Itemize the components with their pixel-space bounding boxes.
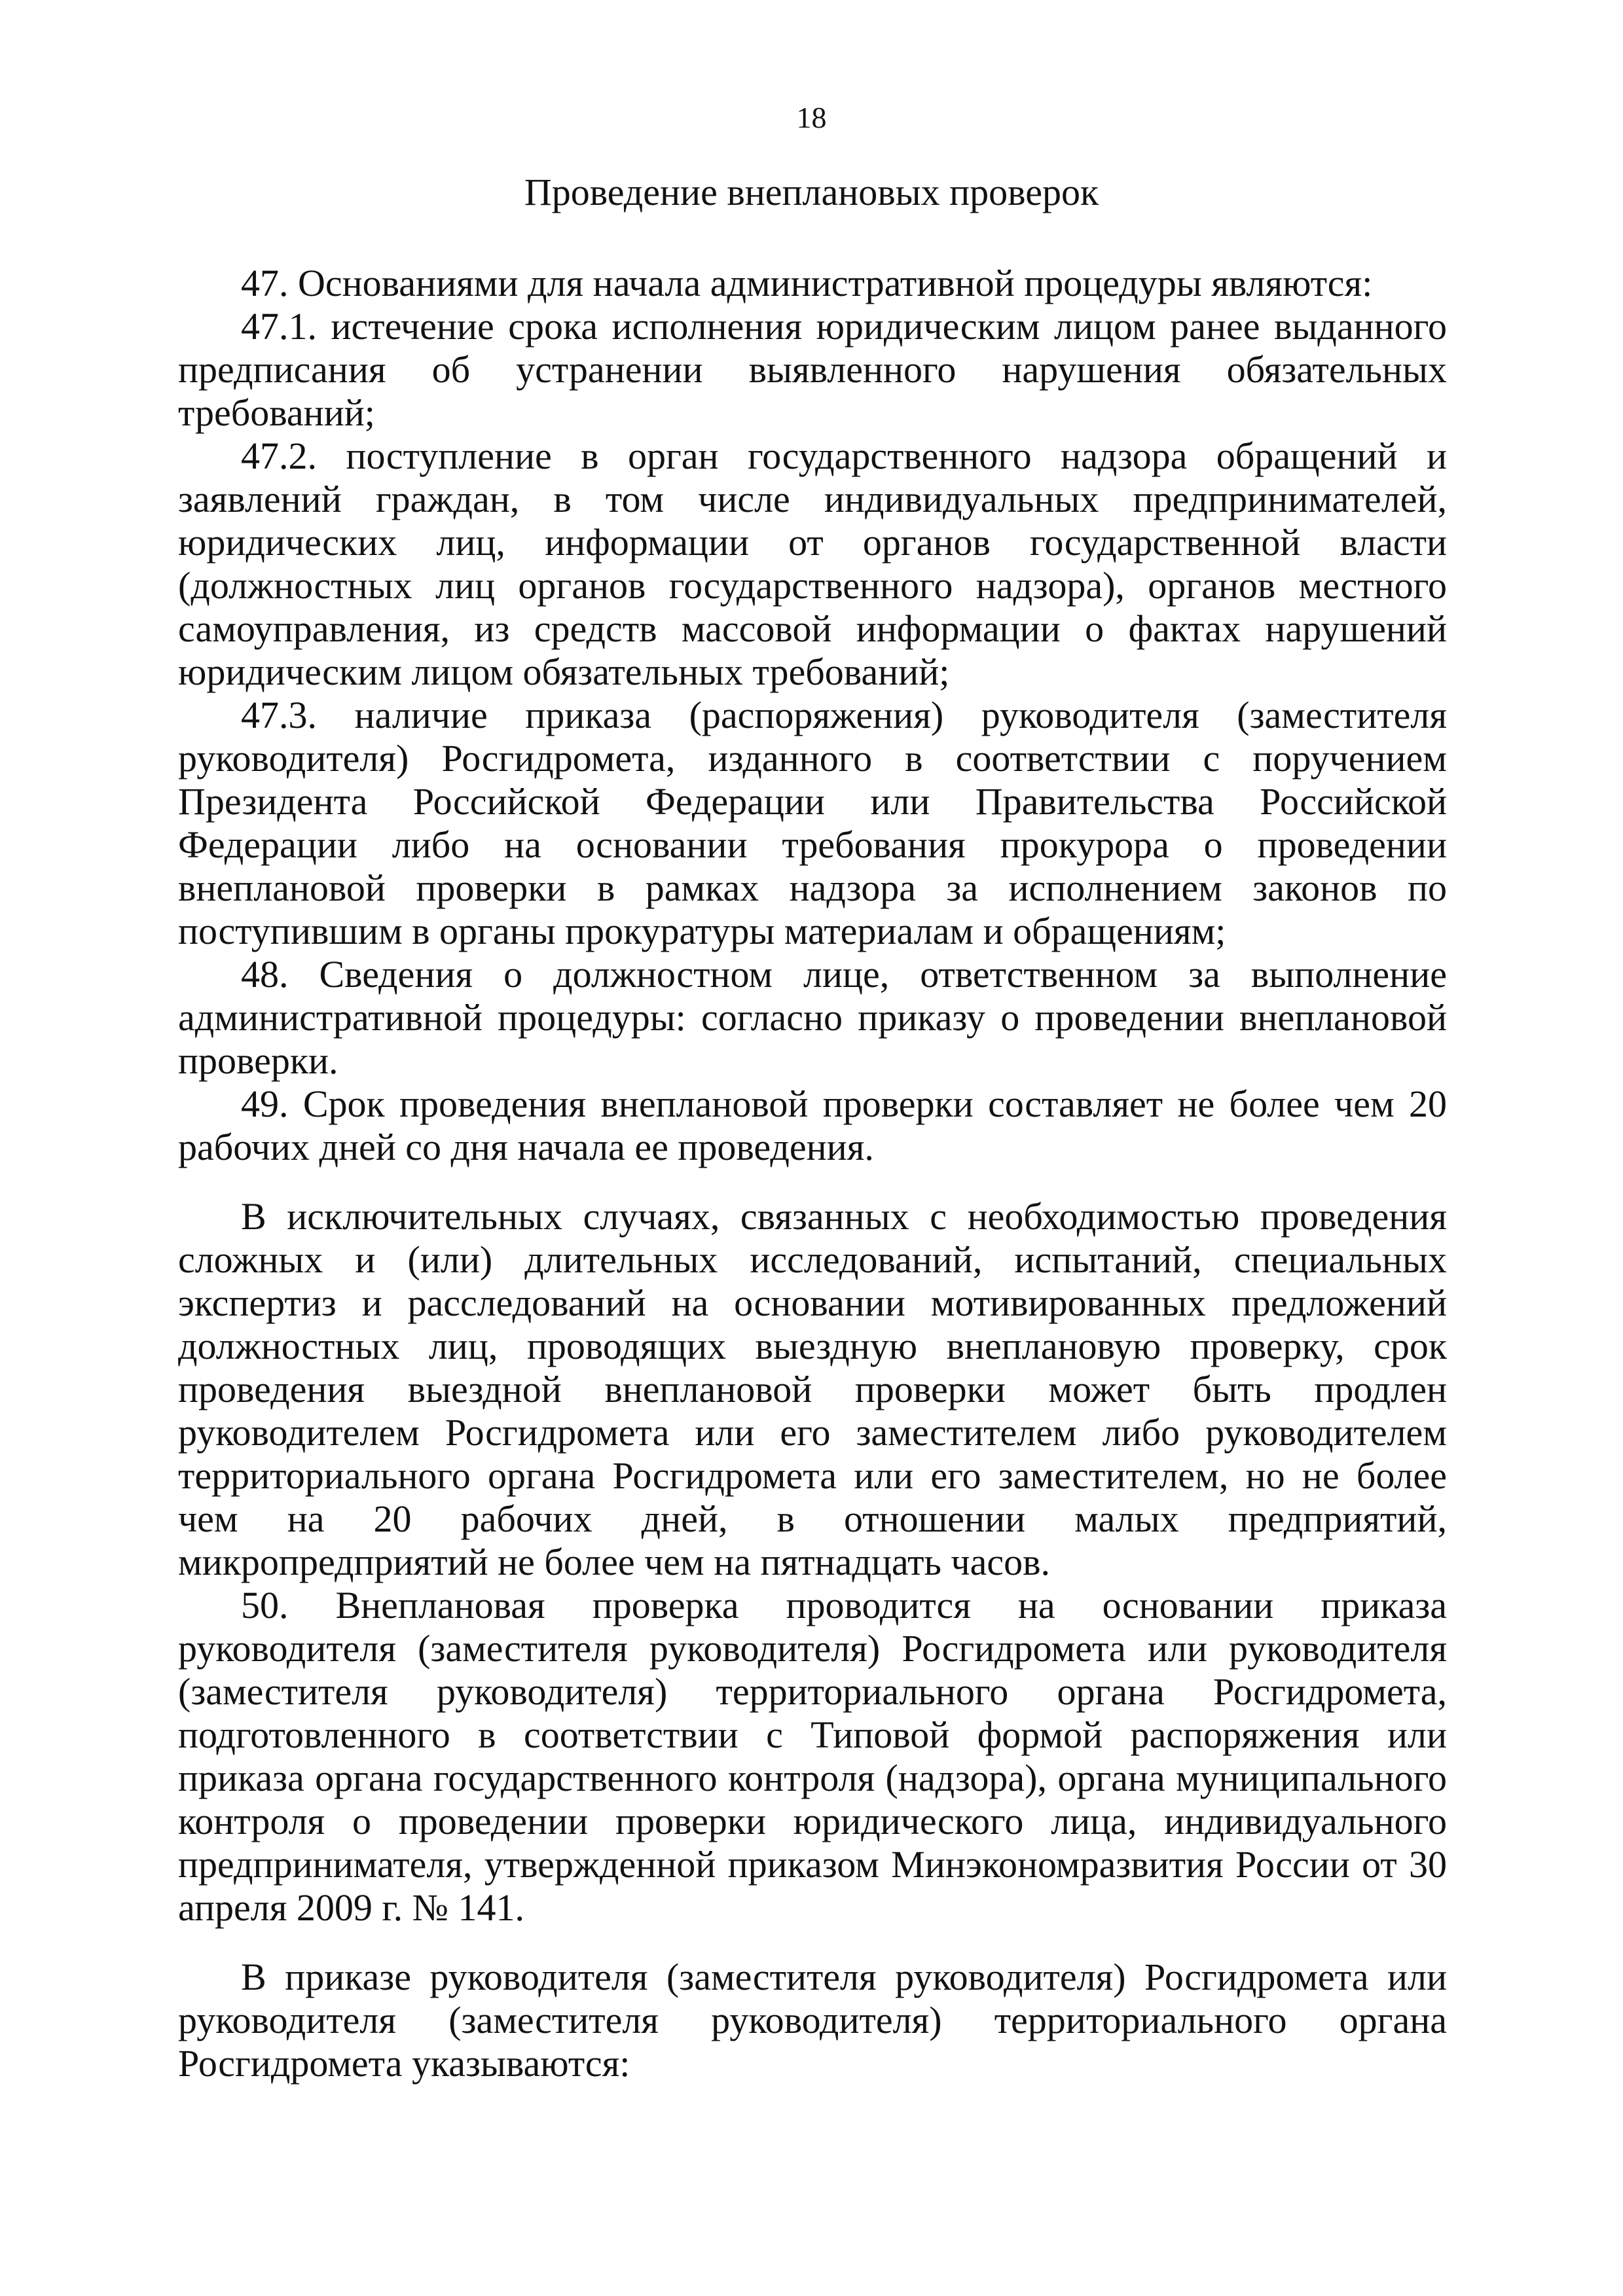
paragraph-47-3: 47.3. наличие приказа (распоряжения) руководителя (заместителя руководителя) Росгидромета, изданного в соответствии с поручением Президента Российской Федерации или Правительства Российской Федерации либо на основании требования прокурора о проведении внеплановой проверки в рамках надзора за исполнением законов по поступившим в органы прокуратуры материалам и обращениям; — [178, 694, 1447, 952]
paragraph-49: 49. Срок проведения внеплановой проверки составляет не более чем 20 рабочих дней со дня начала ее проведения. — [178, 1083, 1447, 1168]
paragraph-50-order-contents: В приказе руководителя (заместителя руководителя) Росгидромета или руководителя (заместителя руководителя) территориального органа Росгидромета указываются: — [178, 1956, 1447, 2085]
paragraph-47-2: 47.2. поступление в орган государственного надзора обращений и заявлений граждан, в том числе индивидуальных предпринимателей, юридических лиц, информации от органов государственной власти (должностных лиц органов государственного надзора), органов местного самоуправления, из средств массовой информации о фактах нарушений юридическим лицом обязательных требований; — [178, 435, 1447, 693]
section-heading: Проведение внеплановых проверок — [524, 171, 1099, 213]
paragraph-50: 50. Внеплановая проверка проводится на основании приказа руководителя (заместителя руководителя) Росгидромета или руководителя (заместителя руководителя) территориального органа Росгидромета, подготовленного в соответствии с Типовой формой распоряжения или приказа органа государственного контроля (надзора), органа муниципального контроля о проведении проверки юридического лица, индивидуального предпринимателя, утвержденной приказом Минэкономразвития России от 30 апреля 2009 г. № 141. — [178, 1584, 1447, 1929]
paragraph-48: 48. Сведения о должностном лице, ответственном за выполнение административной процедуры: согласно приказу о проведении внеплановой проверки. — [178, 953, 1447, 1082]
paragraph-47: 47. Основаниями для начала административной процедуры являются: — [241, 262, 1373, 304]
page-number: 18 — [796, 101, 827, 134]
paragraph-49-extension: В исключительных случаях, связанных с необходимостью проведения сложных и (или) длительных исследований, испытаний, специальных экспертиз и расследований на основании мотивированных предложений должностных лиц, проводящих выездную внеплановую проверку, срок проведения выездной внеплановой проверки может быть продлен руководителем Росгидромета или его заместителем либо руководителем территориального органа Росгидромета или его заместителем, но не более чем на 20 рабочих дней, в отношении малых предприятий, микропредприятий не более чем на пятнадцать часов. — [178, 1195, 1447, 1583]
document-body — [178, 262, 1447, 2085]
paragraph-47-1: 47.1. истечение срока исполнения юридическим лицом ранее выданного предписания об устранении выявленного нарушения обязательных требований; — [178, 305, 1447, 434]
